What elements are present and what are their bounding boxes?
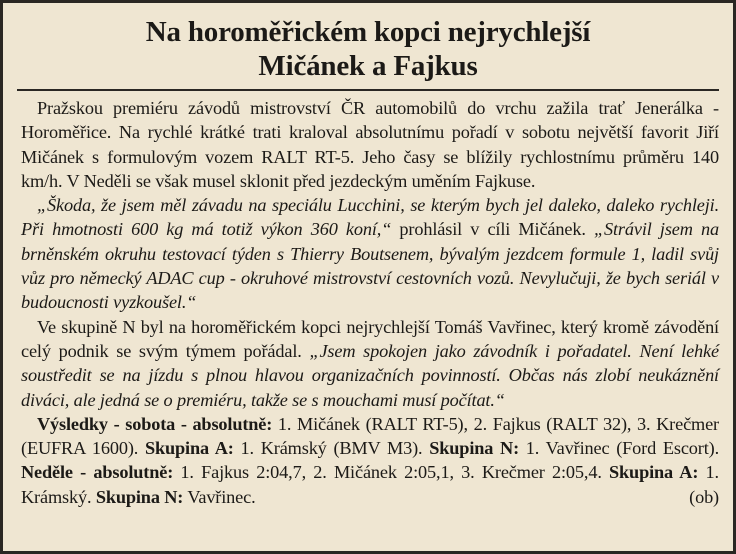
results-label-sunday: Neděle - absolutně: <box>21 462 174 483</box>
article-body <box>21 91 719 509</box>
paragraph-intro <box>21 96 719 193</box>
results-saturday-text: 1. Mičánek (RALT RT-5), 2. Fajkus (RALT 32), 3. Krečmer (EUFRA 1600). <box>21 413 720 459</box>
vavrinec-text: Ve skupině N byl na horoměřickém kopci nejrychlejší Tomáš Vavřinec, který kromě závodění celý podnik se svým týmem pořádal. <box>21 316 719 361</box>
results-label-sunday-group-n: Skupina N: <box>95 486 184 507</box>
quote-vavrinec: „Jsem spokojen jako závodník i pořadatel. Není lehké soustředit se na jízdu s plnou hlavou organizačních povinností. Občas nás zlobí neukáznění diváci, ale jedná se o premiéru, takže se s mouchami musí počítat.“ <box>21 340 719 410</box>
results-sunday-text: 1. Fajkus 2:04,7, 2. Mičánek 2:05,1, 3. Krečmer 2:05,4. <box>173 462 610 483</box>
quote-micanek-2: „Strávil jsem na brněnském okruhu testovací týden s Thierry Boutsenem, bývalým jezdcem formule 1, ladil svůj vůz pro německý ADAC cup - okruhové mistrovství cestovních vozů. Nevylučuji, že bych seriál v budoucnosti vyzkoušel.“ <box>21 219 719 313</box>
intro-text: Pražskou premiéru závodů mistrovství ČR automobilů do vrchu zažila trať Jenerálka - Horoměřice. Na rychlé krátké trati kraloval absolutnímu pořadí v sobotu největší favorit Jiří Mičánek s formulovým vozem RALT RT-5. Jeho časy se blížily rychlostnímu průměru 140 km/h. V Neděli se však musel sklonit před jezdeckým uměním Fajkuse. <box>21 98 719 191</box>
results-paragraph <box>21 412 719 509</box>
results-sunday-group-a-text: 1. Krámský. <box>21 462 719 507</box>
results-label-saturday: Výsledky - sobota - absolutně: <box>37 413 273 434</box>
quote-micanek-1: „Škoda, že jsem měl závadu na speciálu Lucchini, se kterým bych jel daleko, daleko rychleji. Při hmotnosti 600 kg má totiž výkon 360 koní,“ <box>21 195 719 240</box>
results-group-a-text: 1. Krámský (BMV M3). <box>233 438 430 459</box>
author-signature: (ob) <box>689 486 719 507</box>
results-sunday-group-n-text: Vavřinec. <box>183 486 256 507</box>
paragraph-micanek-quote <box>21 193 719 314</box>
headline <box>3 3 733 83</box>
headline-line-2: Mičánek a Fajkus <box>258 50 478 82</box>
results-label-sunday-group-a: Skupina A: <box>609 462 699 483</box>
results-group-n-text: 1. Vavřinec (Ford Escort). <box>519 438 719 459</box>
attribution-text: prohlásil v cíli Mičánek. <box>391 219 594 240</box>
results-label-group-n: Skupina N: <box>429 438 520 459</box>
results-label-group-a: Skupina A: <box>144 438 234 459</box>
paragraph-vavrinec <box>21 315 719 412</box>
headline-line-1: Na horoměřickém kopci nejrychlejší <box>145 16 591 48</box>
